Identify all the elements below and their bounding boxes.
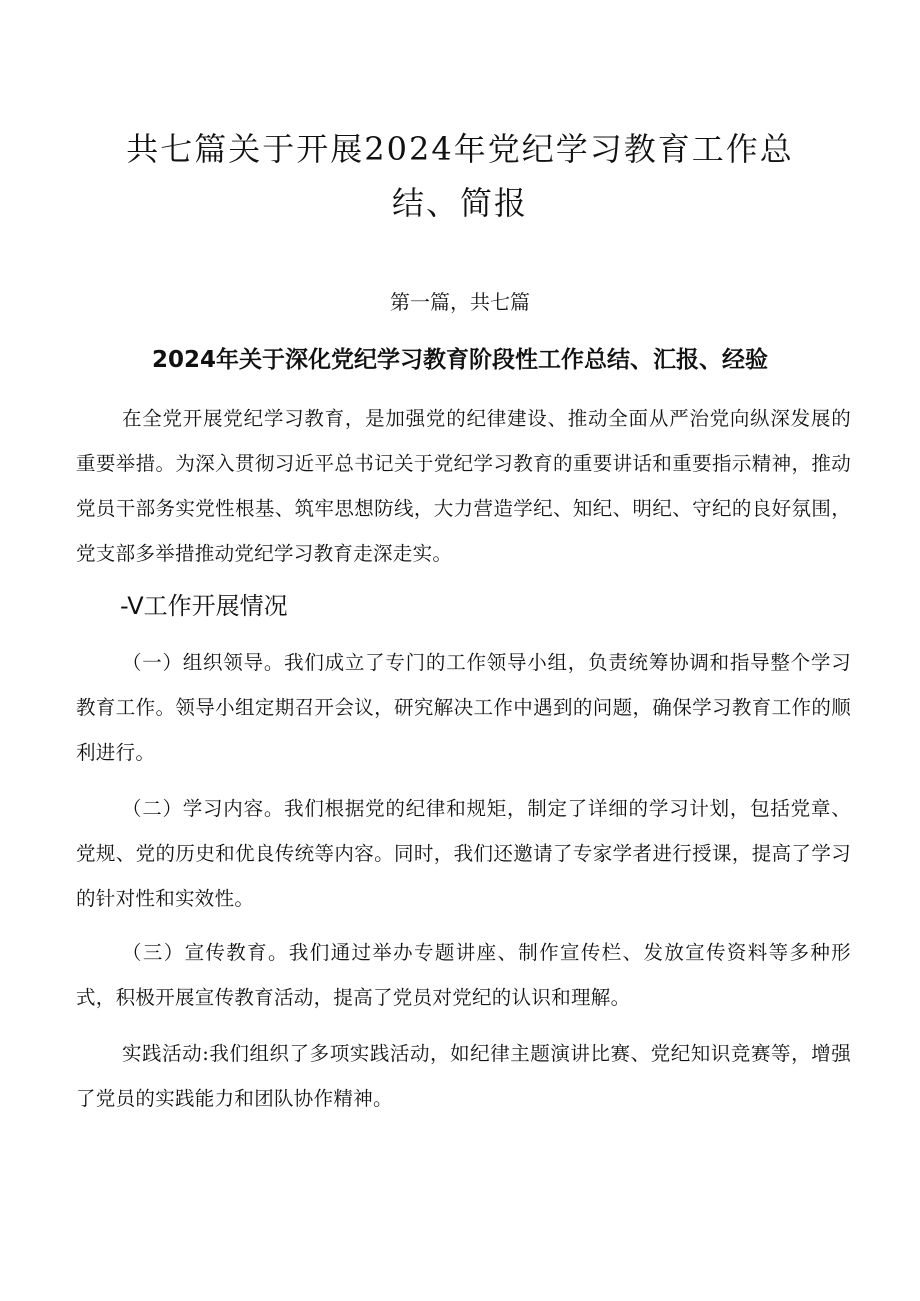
section-title: 2024年关于深化党纪学习教育阶段性工作总结、汇报、经验 [151, 347, 768, 373]
item-paragraph-1: （一）组织领导。我们成立了专门的工作领导小组，负责统筹协调和指导整个学习教育工作。领导小组定期召开会议，研究解决工作中遇到的问题，确保学习教育工作的顺利进行。 [76, 651, 851, 764]
part-label: 第一篇，共七篇 [390, 290, 530, 314]
practice-paragraph: 实践活动:我们组织了多项实践活动，如纪律主题演讲比赛、党纪知识竞赛等，增强了党员的实践能力和团队协作精神。 [76, 1042, 851, 1110]
item-paragraph-2: （二）学习内容。我们根据党的纪律和规矩，制定了详细的学习计划，包括党章、党规、党的历史和优良传统等内容。同时，我们还邀请了专家学者进行授课，提高了学习的针对性和实效性。 [76, 797, 851, 910]
section-heading: -V工作开展情况 [120, 592, 288, 620]
intro-paragraph: 在全党开展党纪学习教育，是加强党的纪律建设、推动全面从严治党向纵深发展的重要举措。为深入贯彻习近平总书记关于党纪学习教育的重要讲话和重要指示精神，推动党员干部务实党性根基、筑牢思想防线，大力营造学纪、知纪、明纪、守纪的良好氛围，党支部多举措推动党纪学习教育走深走实。 [76, 407, 851, 565]
item-paragraph-3: （三）宣传教育。我们通过举办专题讲座、制作宣传栏、发放宣传资料等多种形式，积极开展宣传教育活动，提高了党员对党纪的认识和理解。 [76, 941, 851, 1009]
document-title: 共七篇关于开展2024年党纪学习教育工作总结、简报 [126, 130, 794, 222]
